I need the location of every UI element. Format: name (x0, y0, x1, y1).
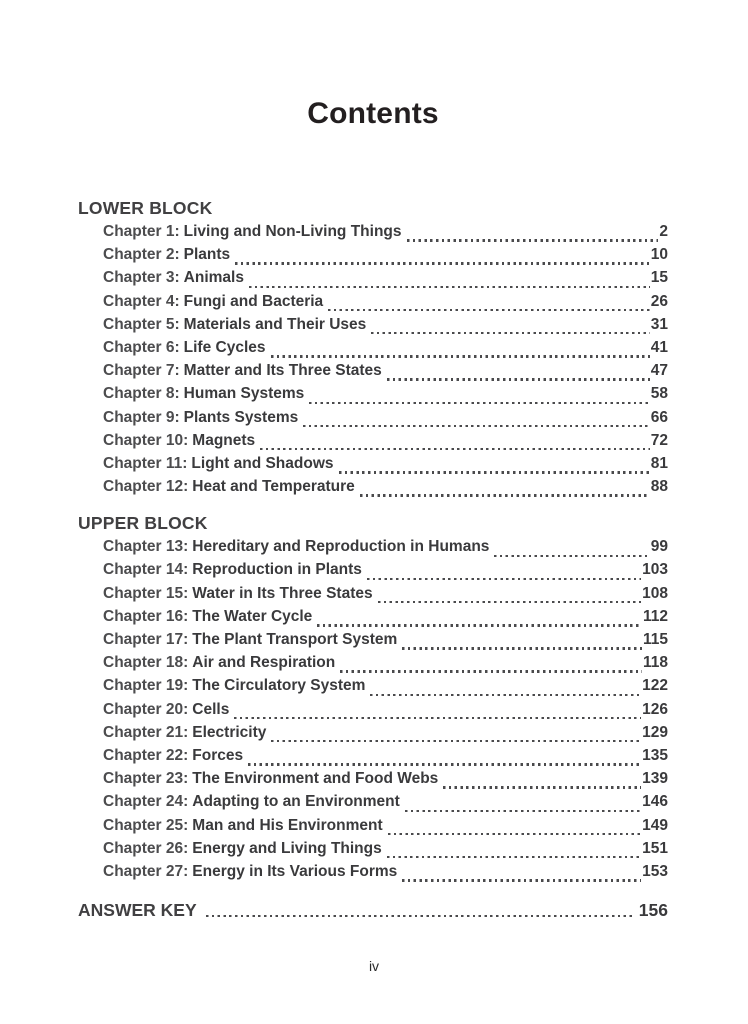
chapter-title: Human Systems (183, 385, 305, 403)
toc-entry (103, 432, 668, 455)
chapter-page-number: 10 (650, 246, 668, 264)
chapter-title: Adapting to an Environment (192, 793, 400, 811)
chapter-number: Chapter 27: (103, 862, 189, 880)
chapter-page-number: 139 (642, 770, 668, 788)
dot-leader (402, 647, 642, 649)
dot-leader (371, 332, 649, 334)
chapter-number: Chapter 19: (103, 677, 189, 695)
toc-section (78, 511, 668, 886)
chapter-label (103, 631, 397, 649)
dot-leader (443, 786, 641, 788)
chapter-page-number: 103 (642, 561, 668, 579)
chapter-title: Air and Respiration (192, 654, 336, 672)
dot-leader (248, 763, 641, 765)
chapter-number: Chapter 17: (103, 631, 189, 648)
chapter-label (103, 385, 304, 403)
chapter-label (103, 817, 383, 835)
chapter-title: Magnets (192, 431, 256, 449)
chapter-label (103, 362, 382, 380)
chapter-number: Chapter 21: (103, 723, 189, 741)
chapter-title: The Circulatory System (192, 677, 366, 695)
chapter-page-number: 66 (650, 408, 668, 426)
chapter-title: Materials and Their Uses (183, 315, 367, 333)
chapter-label (103, 455, 334, 473)
chapter-page-number: 126 (642, 700, 668, 718)
chapter-title: Reproduction in Plants (192, 561, 362, 579)
chapter-list (78, 538, 668, 886)
chapter-label (103, 840, 382, 858)
dot-leader (260, 448, 650, 450)
chapter-label (103, 339, 266, 357)
toc-entry (103, 654, 668, 677)
chapter-page-number: 146 (642, 793, 668, 811)
chapter-title: Plants Systems (183, 408, 299, 426)
chapter-page-number: 122 (642, 677, 668, 695)
chapter-page-number: 41 (650, 338, 668, 356)
toc-entry (103, 246, 668, 269)
chapter-page-number: 112 (642, 607, 668, 625)
chapter-page-number: 26 (650, 292, 668, 310)
dot-leader (317, 624, 642, 626)
chapter-number: Chapter 12: (103, 478, 189, 496)
chapter-label (103, 538, 489, 556)
chapter-page-number: 99 (650, 538, 668, 556)
chapter-label (103, 863, 397, 881)
dot-leader (328, 309, 650, 311)
chapter-title: Cells (192, 700, 230, 718)
dot-leader (370, 694, 641, 696)
chapter-number: Chapter 6: (103, 338, 180, 356)
section-header: LOWER BLOCK (78, 198, 213, 218)
dot-leader (367, 578, 641, 580)
dot-leader (303, 425, 650, 427)
page-number: iv (368, 958, 380, 974)
chapter-page-number: 108 (642, 584, 668, 602)
chapter-number: Chapter 9: (103, 408, 180, 426)
chapter-number: Chapter 18: (103, 654, 189, 672)
dot-leader (271, 355, 650, 357)
table-of-contents (78, 196, 668, 886)
chapter-page-number: 72 (650, 431, 668, 449)
chapter-page-number: 15 (650, 269, 668, 287)
dot-leader (387, 378, 650, 380)
chapter-page-number: 151 (642, 839, 668, 857)
chapter-label (103, 293, 323, 311)
dot-leader (339, 471, 650, 473)
dot-leader (405, 810, 641, 812)
toc-entry (103, 478, 668, 501)
chapter-page-number: 149 (642, 816, 668, 834)
chapter-number: Chapter 11: (103, 454, 188, 472)
chapter-label (103, 654, 335, 672)
toc-entry (103, 538, 668, 561)
dot-leader (494, 555, 649, 557)
chapter-page-number: 31 (650, 315, 668, 333)
toc-entry (103, 223, 668, 246)
dot-leader (340, 670, 642, 672)
toc-entry (103, 585, 668, 608)
chapter-page-number: 88 (650, 478, 668, 496)
chapter-number: Chapter 13: (103, 538, 189, 556)
toc-entry (103, 793, 668, 816)
toc-entry (103, 631, 668, 654)
chapter-title: Fungi and Bacteria (183, 292, 324, 310)
chapter-label (103, 793, 400, 811)
toc-entry (103, 339, 668, 362)
chapter-label (103, 223, 402, 241)
chapter-number: Chapter 20: (103, 700, 189, 718)
chapter-number: Chapter 3: (103, 269, 180, 287)
chapter-title: Heat and Temperature (192, 478, 355, 496)
toc-entry (103, 840, 668, 863)
chapter-page-number: 47 (650, 362, 668, 380)
chapter-page-number: 115 (642, 631, 668, 648)
dot-leader (378, 601, 642, 603)
chapter-label (103, 269, 244, 287)
dot-leader (309, 402, 649, 404)
toc-entry (103, 770, 668, 793)
toc-entry (103, 747, 668, 770)
toc-entry (103, 293, 668, 316)
chapter-label (103, 677, 365, 695)
chapter-label (103, 770, 438, 788)
chapter-number: Chapter 4: (103, 292, 180, 310)
toc-entry (103, 817, 668, 840)
chapter-number: Chapter 2: (103, 246, 180, 264)
toc-entry (103, 409, 668, 432)
dot-leader (387, 856, 641, 858)
chapter-label (103, 608, 312, 626)
chapter-title: The Water Cycle (192, 607, 313, 625)
chapter-number: Chapter 7: (103, 362, 180, 380)
chapter-number: Chapter 5: (103, 315, 180, 333)
chapter-page-number: 2 (659, 223, 668, 240)
chapter-title: Light and Shadows (191, 454, 334, 472)
chapter-label (103, 561, 362, 579)
toc-entry (103, 863, 668, 886)
toc-entry (103, 455, 668, 478)
chapter-number: Chapter 14: (103, 561, 189, 579)
chapter-number: Chapter 23: (103, 770, 189, 788)
chapter-number: Chapter 22: (103, 746, 189, 764)
toc-entry (103, 701, 668, 724)
chapter-label (103, 747, 243, 765)
dot-leader (271, 740, 641, 742)
dot-leader (388, 833, 642, 835)
chapter-label (103, 246, 230, 264)
chapter-title: Electricity (192, 723, 267, 741)
page-title: Contents (307, 97, 439, 130)
chapter-title: Animals (183, 269, 244, 287)
chapter-label (103, 409, 298, 427)
chapter-title: Hereditary and Reproduction in Humans (192, 538, 490, 556)
chapter-label (103, 585, 373, 603)
chapter-title: Living and Non-Living Things (183, 223, 402, 240)
chapter-number: Chapter 26: (103, 839, 189, 857)
answer-key-page-number: 156 (638, 900, 668, 921)
chapter-label (103, 478, 355, 496)
toc-entry (103, 316, 668, 339)
dot-leader (206, 915, 632, 917)
dot-leader (360, 494, 650, 496)
chapter-page-number: 81 (650, 454, 668, 472)
chapter-title: Life Cycles (183, 338, 266, 356)
chapter-number: Chapter 10: (103, 431, 189, 449)
chapter-label (103, 724, 266, 742)
page-footer (0, 958, 748, 974)
dot-leader (402, 879, 641, 881)
chapter-page-number: 129 (642, 723, 668, 741)
dot-leader (235, 262, 650, 264)
toc-entry (103, 269, 668, 292)
dot-leader (249, 286, 650, 288)
toc-entry (103, 362, 668, 385)
answer-key-label: ANSWER KEY (78, 900, 197, 921)
chapter-label (103, 316, 366, 334)
chapter-number: Chapter 25: (103, 816, 189, 834)
chapter-number: Chapter 15: (103, 584, 189, 602)
toc-entry (103, 724, 668, 747)
dot-leader (407, 239, 659, 241)
chapter-page-number: 118 (642, 654, 668, 672)
chapter-label (103, 701, 229, 719)
toc-entry (103, 608, 668, 631)
section-header: UPPER BLOCK (78, 513, 208, 534)
chapter-number: Chapter 8: (103, 385, 180, 403)
chapter-label (103, 432, 255, 450)
answer-key-row (78, 898, 668, 922)
toc-entry (103, 385, 668, 408)
chapter-title: The Environment and Food Webs (192, 770, 439, 788)
toc-entry (103, 677, 668, 700)
chapter-title: Forces (192, 746, 244, 764)
chapter-number: Chapter 1: (103, 223, 180, 240)
chapter-title: Energy in Its Various Forms (192, 862, 398, 880)
chapter-title: Man and His Environment (192, 816, 383, 834)
chapter-title: Matter and Its Three States (183, 362, 382, 380)
toc-entry (103, 561, 668, 584)
chapter-page-number: 153 (642, 862, 668, 880)
toc-section (78, 196, 668, 501)
chapter-number: Chapter 16: (103, 607, 189, 625)
chapter-title: Plants (183, 246, 231, 264)
chapter-title: Water in Its Three States (192, 584, 373, 602)
chapter-number: Chapter 24: (103, 793, 189, 811)
chapter-page-number: 135 (642, 746, 668, 764)
chapter-list (78, 223, 668, 501)
chapter-title: The Plant Transport System (192, 631, 398, 648)
chapter-page-number: 58 (650, 385, 668, 403)
dot-leader (234, 717, 641, 719)
chapter-title: Energy and Living Things (192, 839, 382, 857)
